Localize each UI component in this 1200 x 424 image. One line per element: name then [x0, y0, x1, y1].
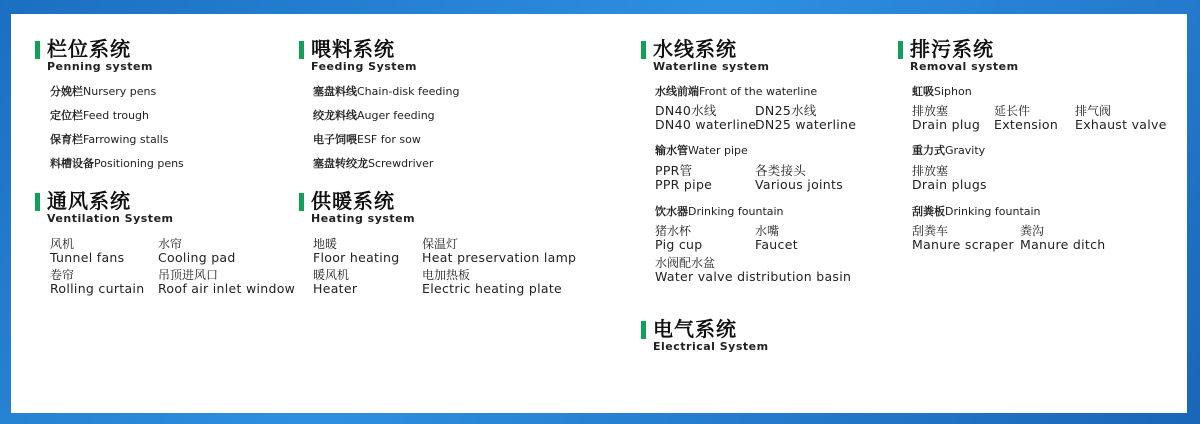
list-item: 绞龙料线Auger feeding: [313, 109, 435, 122]
list-item: 定位栏Feed trough: [50, 109, 149, 122]
green-marker: [35, 193, 40, 211]
list-item: 水嘴 Faucet: [755, 224, 798, 252]
list-item: PPR管 PPR pipe: [655, 163, 713, 192]
list-item: 猪水杯 Pig cup: [655, 224, 703, 252]
section-title: 栏位系统: [47, 37, 131, 61]
list-item: 分娩栏Nursery pens: [50, 85, 157, 98]
list-item: 保育栏Farrowing stalls: [50, 133, 169, 146]
green-marker: [641, 41, 646, 59]
penning-section: [35, 38, 153, 73]
heating-header: [299, 190, 415, 225]
section-subtitle: Waterline system: [653, 60, 770, 73]
list-item: 塞盘转绞龙Screwdriver: [313, 157, 434, 170]
section-title: 电气系统: [653, 317, 737, 341]
group-heading: 水线前端Front of the waterline: [655, 85, 818, 98]
feeding-header: [299, 38, 417, 73]
group-heading: 输水管Water pipe: [655, 144, 748, 157]
section-title: 供暖系统: [311, 189, 395, 213]
green-marker: [898, 41, 903, 59]
list-item: 保温灯 Heat preservation lamp: [422, 237, 577, 265]
removal-section: [898, 38, 1019, 73]
list-item: 电加热板 Electric heating plate: [422, 268, 563, 296]
list-item: 排气阀 Exhaust valve: [1075, 104, 1167, 132]
list-item: 排放塞 Drain plug: [912, 104, 981, 132]
electrical-section: [641, 318, 769, 353]
green-marker: [299, 193, 304, 211]
list-item: 塞盘料线Chain-disk feeding: [313, 85, 460, 98]
list-item: 水阀配水盆 Water valve distribution basin: [655, 256, 852, 284]
list-item: 各类接头 Various joints: [755, 163, 844, 192]
section-subtitle: Feeding System: [311, 60, 417, 73]
list-item: 电子饲喂ESF for sow: [313, 133, 421, 146]
green-marker: [35, 41, 40, 59]
group-heading: 虹吸Siphon: [912, 85, 972, 98]
section-title: 喂料系统: [311, 37, 395, 61]
list-item: 地暖 Floor heating: [313, 237, 400, 265]
section-title: 通风系统: [47, 189, 131, 213]
group-heading: 重力式Gravity: [912, 144, 986, 157]
list-item: 吊顶进风口 Roof air inlet window: [158, 268, 296, 296]
ventilation-header: [35, 190, 174, 225]
feeding-section: [299, 38, 417, 73]
section-subtitle: Penning system: [47, 60, 153, 73]
section-subtitle: Heating system: [311, 212, 416, 225]
removal-header: [898, 38, 1019, 73]
list-item: 卷帘 Rolling curtain: [50, 268, 145, 296]
list-item: 排放塞 Drain plugs: [912, 164, 987, 192]
section-subtitle: Electrical System: [653, 340, 769, 353]
section-title: 水线系统: [653, 37, 737, 61]
ventilation-section: [35, 190, 174, 225]
section-subtitle: Ventilation System: [47, 212, 174, 225]
list-item: 延长件 Extension: [994, 104, 1059, 132]
waterline-header: [641, 38, 769, 73]
waterline-section: [641, 38, 769, 73]
list-item: 暖风机 Heater: [313, 268, 358, 296]
group-heading: 刮粪板Drinking fountain: [912, 205, 1041, 218]
section-title: 排污系统: [910, 37, 994, 61]
penning-header: [35, 38, 153, 73]
electrical-header: [641, 318, 769, 353]
group-heading: 饮水器Drinking fountain: [655, 205, 784, 218]
content-card: [11, 14, 1187, 413]
list-item: 粪沟 Manure ditch: [1020, 224, 1106, 252]
list-item: DN40水线 DN40 waterline: [655, 103, 757, 132]
list-item: DN25水线 DN25 waterline: [755, 103, 857, 132]
list-item: 刮粪车 Manure scraper: [912, 224, 1014, 252]
section-subtitle: Removal system: [910, 60, 1019, 73]
heating-section: [299, 190, 415, 225]
list-item: 风机 Tunnel fans: [50, 237, 125, 265]
list-item: 水帘 Cooling pad: [158, 237, 236, 265]
green-marker: [641, 321, 646, 339]
list-item: 料槽设备Positioning pens: [50, 157, 184, 170]
green-marker: [299, 41, 304, 59]
